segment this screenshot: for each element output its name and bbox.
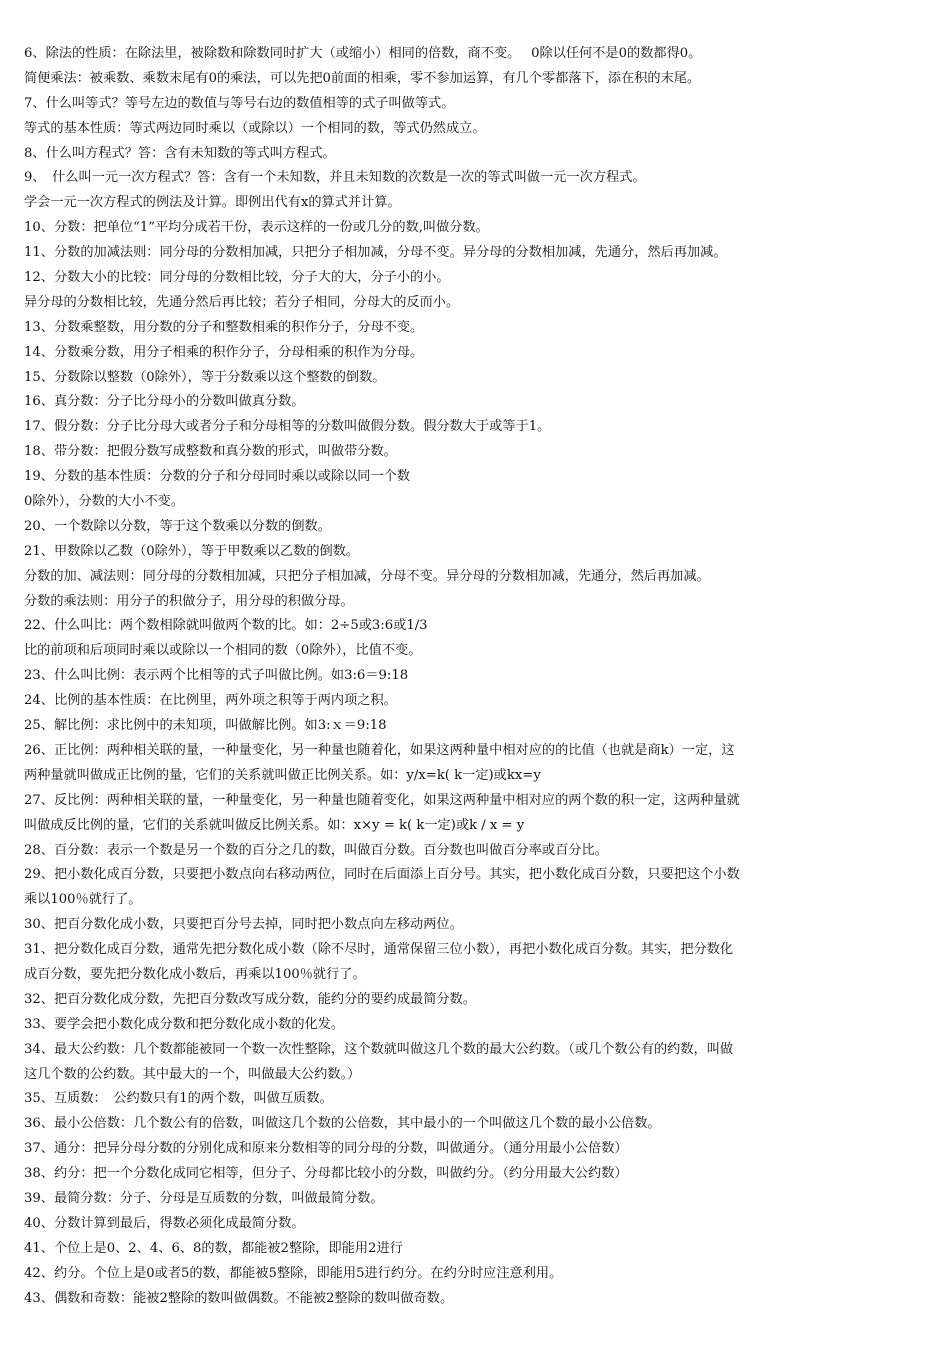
text-line: 异分母的分数相比较，先通分然后再比较；若分子相同，分母大的反而小。 — [24, 294, 460, 310]
text-line: 31、把分数化成百分数，通常先把分数化成小数（除不尽时，通常保留三位小数），再把小数化成百分数。其实，把分数化 — [24, 942, 734, 958]
text-line: 8、什么叫方程式？答：含有未知数的等式叫方程式。 — [24, 145, 336, 161]
text-line: 19、分数的基本性质：分数的分子和分母同时乘以或除以同一个数 — [24, 469, 411, 485]
text-line: 等式的基本性质：等式两边同时乘以（或除以）一个相同的数，等式仍然成立。 — [24, 120, 486, 136]
text-line: 15、分数除以整数（0除外），等于分数乘以这个整数的倒数。 — [24, 369, 386, 385]
text-line: 42、约分。个位上是0或者5的数，都能被5整除，即能用5进行约分。在约分时应注意利用。 — [24, 1265, 563, 1281]
text-line: 38、约分：把一个分数化成同它相等，但分子、分母都比较小的分数，叫做约分。（约分用最大公约数） — [24, 1166, 628, 1182]
text-line: 7、什么叫等式？等号左边的数值与等号右边的数值相等的式子叫做等式。 — [24, 95, 455, 111]
text-line: 学会一元一次方程式的例法及计算。即例出代有x的算式并计算。 — [24, 195, 401, 211]
text-line: 30、把百分数化成小数，只要把百分号去掉，同时把小数点向左移动两位。 — [24, 917, 463, 933]
text-line: 35、互质数： 公约数只有1的两个数，叫做互质数。 — [24, 1091, 333, 1107]
text-line: 32、把百分数化成分数，先把百分数改写成分数，能约分的要约成最简分数。 — [24, 991, 476, 1007]
text-line: 24、比例的基本性质：在比例里，两外项之积等于两内项之积。 — [24, 693, 397, 709]
text-line: 29、把小数化成百分数，只要把小数点向右移动两位，同时在后面添上百分号。其实，把小数化成百分数，只要把这个小数 — [24, 867, 740, 883]
text-line: 14、分数乘分数，用分子相乘的积作分子，分母相乘的积作为分母。 — [24, 344, 424, 360]
text-line: 26、正比例：两种相关联的量，一种量变化，另一种量也随着化，如果这两种量中相对应的的比值（也就是商k）一定，这 — [24, 742, 735, 758]
text-line: 21、甲数除以乙数（0除外），等于甲数乘以乙数的倒数。 — [24, 543, 360, 559]
text-line: 10、分数：把单位“1”平均分成若干份，表示这样的一份或几分的数,叫做分数。 — [24, 220, 489, 236]
text-line: 25、解比例：求比例中的未知项，叫做解比例。如3:ｘ＝9:18 — [24, 718, 387, 734]
text-line: 28、百分数：表示一个数是另一个数的百分之几的数，叫做百分数。百分数也叫做百分率或百分比。 — [24, 842, 608, 858]
text-line: 成百分数，要先把分数化成小数后，再乘以100％就行了。 — [24, 966, 366, 982]
text-line: 9、 什么叫一元一次方程式？答：含有一个未知数，并且未知数的次数是一次的等式叫做一元一次方程式。 — [24, 170, 646, 186]
text-line: 20、一个数除以分数，等于这个数乘以分数的倒数。 — [24, 518, 331, 534]
text-line: 分数的乘法则：用分子的积做分子，用分母的积做分母。 — [24, 593, 354, 609]
text-line: 33、要学会把小数化成分数和把分数化成小数的化发。 — [24, 1016, 345, 1032]
text-line: 6、除法的性质：在除法里，被除数和除数同时扩大（或缩小）相同的倍数，商不变。 0除以任何不是0的数都得0。 — [24, 46, 702, 61]
text-line: 18、带分数：把假分数写成整数和真分数的形式，叫做带分数。 — [24, 444, 397, 460]
text-line: 乘以100％就行了。 — [24, 892, 142, 908]
text-line: 43、偶数和奇数：能被2整除的数叫做偶数。不能被2整除的数叫做奇数。 — [24, 1290, 454, 1306]
text-line: 分数的加、减法则：同分母的分数相加减，只把分子相加减，分母不变。异分母的分数相加减，先通分，然后再加减。 — [24, 568, 710, 584]
text-line: 39、最简分数：分子、分母是互质数的分数，叫做最简分数。 — [24, 1190, 384, 1206]
text-line: 23、什么叫比例：表示两个比相等的式子叫做比例。如3:6＝9:18 — [24, 668, 409, 684]
text-line: 37、通分：把异分母分数的分别化成和原来分数相等的同分母的分数，叫做通分。（通分用最小公倍数） — [24, 1141, 628, 1157]
text-line: 简便乘法：被乘数、乘数末尾有0的乘法，可以先把0前面的相乘，零不参加运算，有几个零都落下，添在积的末尾。 — [24, 70, 701, 86]
text-line: 27、反比例：两种相关联的量，一种量变化，另一种量也随着变化，如果这两种量中相对应的两个数的积一定，这两种量就 — [24, 792, 740, 808]
text-line: 这几个数的公约数。其中最大的一个，叫做最大公约数。） — [24, 1066, 361, 1082]
text-line: 41、个位上是0、2、4、6、8的数，都能被2整除，即能用2进行 — [24, 1240, 403, 1256]
text-line: 11、分数的加减法则：同分母的分数相加减，只把分子相加减，分母不变。异分母的分数相加减，先通分，然后再加减。 — [24, 245, 727, 261]
text-line: 17、假分数：分子比分母大或者分子和分母相等的分数叫做假分数。假分数大于或等于1。 — [24, 419, 551, 435]
text-line: 22、什么叫比：两个数相除就叫做两个数的比。如：2÷5或3:6或1/3 — [24, 618, 428, 634]
text-line: 34、最大公约数：几个数都能被同一个数一次性整除，这个数就叫做这几个数的最大公约数。（或几个数公有的约数，叫做 — [24, 1041, 734, 1057]
document-body — [24, 42, 930, 1311]
text-line: 两种量就叫做成正比例的量，它们的关系就叫做正比例关系。如：y/x=k( k一定)或kx=y — [24, 767, 541, 783]
text-line: 36、最小公倍数：几个数公有的倍数，叫做这几个数的公倍数，其中最小的一个叫做这几个数的最小公倍数。 — [24, 1116, 661, 1132]
text-line: 0除外），分数的大小不变。 — [24, 494, 185, 510]
text-line: 40、分数计算到最后，得数必须化成最简分数。 — [24, 1215, 305, 1231]
text-line: 叫做成反比例的量，它们的关系就叫做反比例关系。如：x×y = k( k一定)或k / x = y — [24, 817, 525, 833]
text-line: 12、分数大小的比较：同分母的分数相比较，分子大的大，分子小的小。 — [24, 270, 450, 286]
text-line: 13、分数乘整数，用分数的分子和整数相乘的积作分子，分母不变。 — [24, 319, 424, 335]
text-line: 16、真分数：分子比分母小的分数叫做真分数。 — [24, 394, 305, 410]
text-line: 比的前项和后项同时乘以或除以一个相同的数（0除外），比值不变。 — [24, 643, 422, 659]
